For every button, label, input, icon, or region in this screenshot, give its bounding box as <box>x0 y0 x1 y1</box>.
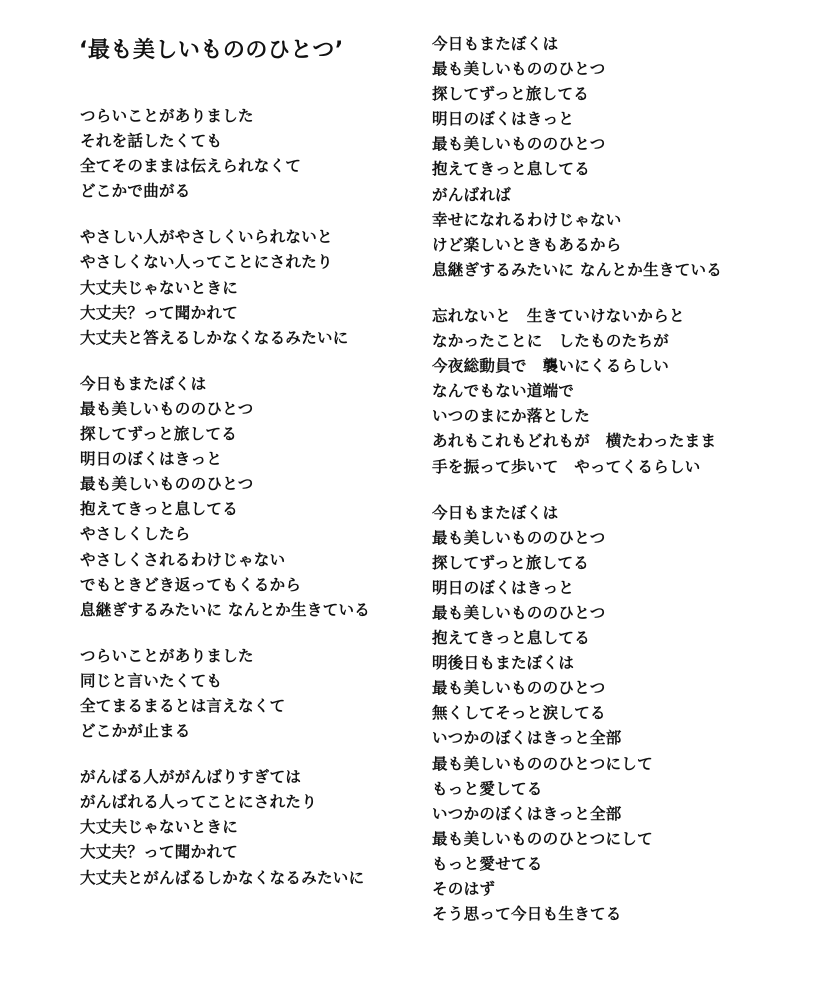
stanza <box>80 225 450 350</box>
lyric-line: 大丈夫じゃないときに <box>80 818 239 837</box>
lyric-line: 全てまるまるとは言えなくて <box>80 696 286 715</box>
lyric-line: そう思って今日も生きてる <box>432 905 622 924</box>
lyric-line: 最も美しいもののひとつ <box>432 603 606 622</box>
lyric-line: 大丈夫？って聞かれて <box>80 843 239 862</box>
lyric-line: 明日のぼくはきっと <box>80 450 223 469</box>
stanza <box>432 501 802 928</box>
lyric-line: やさしくしたら <box>80 525 191 544</box>
lyric-line: どこかで曲がる <box>80 182 191 201</box>
stanza <box>80 765 450 890</box>
lyric-line: 同じと言いたくても <box>80 671 223 690</box>
lyric-line: 最も美しいもののひとつ <box>432 679 606 698</box>
lyric-line: 大丈夫とがんばるしかなくなるみたいに <box>80 868 365 887</box>
lyric-line: 大丈夫？って聞かれて <box>80 303 239 322</box>
lyric-line: がんばれる人ってことにされたり <box>80 793 318 812</box>
page-title: ‘最も美しいもののひとつ’ <box>79 38 344 63</box>
stanza <box>80 372 450 623</box>
lyric-line: でもときどき返ってもくるから <box>80 575 302 594</box>
lyric-line: 探してずっと旅してる <box>432 553 590 572</box>
lyric-line: 最も美しいもののひとつ <box>432 135 606 154</box>
lyric-line: 最も美しいもののひとつ <box>80 399 254 418</box>
lyric-line: あれもこれもどれもが 横たわったまま <box>432 432 717 451</box>
lyric-line: もっと愛してる <box>432 779 543 798</box>
lyric-line: いつのまにか落とした <box>432 407 591 426</box>
stanza <box>432 32 802 283</box>
lyric-line: 明日のぼくはきっと <box>432 110 575 129</box>
stanza <box>80 104 450 204</box>
lyric-line: 今日もまたぼくは <box>432 503 559 522</box>
lyric-line: 忘れないと 生きていけないからと <box>432 306 685 325</box>
lyric-line: 明後日もまたぼくは <box>432 654 575 673</box>
lyric-line: 明日のぼくはきっと <box>432 578 575 597</box>
lyric-line: 最も美しいもののひとつ <box>80 475 254 494</box>
lyric-line: 大丈夫と答えるしかなくなるみたいに <box>80 328 349 347</box>
lyric-line: 息継ぎするみたいに なんとか生きている <box>432 260 723 279</box>
lyric-line: 探してずっと旅してる <box>432 85 590 104</box>
lyric-line: 最も美しいもののひとつにして <box>432 754 653 773</box>
lyric-line: いつかのぼくはきっと全部 <box>432 804 622 823</box>
lyric-line: 最も美しいもののひとつにして <box>432 829 653 848</box>
lyric-line: 今夜総動員で 襲いにくるらしい <box>432 357 670 376</box>
lyric-line: なかったことに したものたちが <box>432 332 670 351</box>
lyric-line: なんでもない道端で <box>432 382 575 401</box>
lyric-line: 今日もまたぼくは <box>80 374 207 393</box>
lyric-line: どこかが止まる <box>80 722 191 741</box>
stanza <box>80 644 450 744</box>
lyric-line: やさしくされるわけじゃない <box>80 550 286 569</box>
lyric-line: 抱えてきっと息してる <box>432 629 591 648</box>
lyric-line: つらいことがありました <box>80 646 254 665</box>
lyric-line: 最も美しいもののひとつ <box>432 528 606 547</box>
lyric-line: がんばれば <box>432 185 512 204</box>
lyrics-column-left <box>80 104 450 912</box>
lyric-line: そのはず <box>432 880 496 898</box>
lyric-line: もっと愛せてる <box>432 854 543 873</box>
lyric-line: それを話したくても <box>80 132 223 151</box>
lyric-line: やさしくない人ってことにされたり <box>80 253 333 272</box>
lyric-line: けど楽しいときもあるから <box>432 235 622 254</box>
lyric-line: やさしい人がやさしくいられないと <box>80 228 333 247</box>
lyric-line: 幸せになれるわけじゃない <box>432 210 622 229</box>
stanza <box>432 304 802 480</box>
lyric-line: 大丈夫じゃないときに <box>80 278 239 297</box>
lyric-line: 息継ぎするみたいに なんとか生きている <box>80 600 371 619</box>
lyric-line: 全てそのままは伝えられなくて <box>80 157 302 176</box>
lyric-line: 無くしてそっと涙してる <box>432 704 606 723</box>
lyric-line: 抱えてきっと息してる <box>80 500 239 519</box>
lyric-line: 抱えてきっと息してる <box>432 160 591 179</box>
lyric-line: がんばる人ががんばりすぎては <box>80 768 302 787</box>
lyrics-column-right <box>432 32 802 948</box>
lyric-line: 手を振って歩いて やってくるらしい <box>432 457 701 476</box>
lyric-line: 探してずっと旅してる <box>80 425 238 444</box>
lyric-line: 今日もまたぼくは <box>432 35 559 53</box>
lyric-line: つらいことがありました <box>80 107 254 125</box>
lyric-line: 最も美しいもののひとつ <box>432 60 606 79</box>
lyric-line: いつかのぼくはきっと全部 <box>432 729 622 748</box>
